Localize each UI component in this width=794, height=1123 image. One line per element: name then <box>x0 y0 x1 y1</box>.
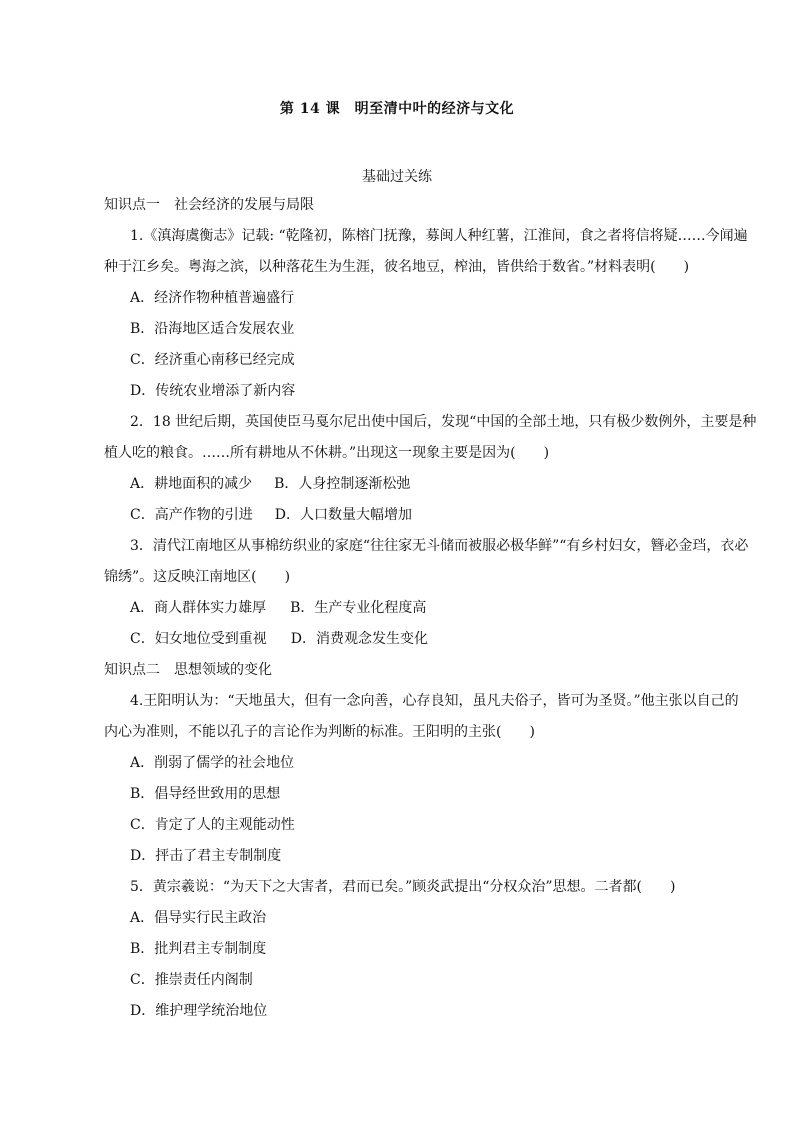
q2-option-c-text: C．高产作物的引进 <box>130 507 253 523</box>
question-body <box>104 190 757 1027</box>
q2-options-cd <box>104 500 724 531</box>
q1-option-d <box>104 376 724 407</box>
q4-option-d-text: D．抨击了君主专制制度 <box>130 848 282 864</box>
q5-option-c-text: C．推崇责任内阁制 <box>130 972 253 988</box>
q4-stem-line-2: 内心为准则，不能以孔子的言论作为判断的标准。王阳明的主张( ) <box>104 724 535 740</box>
knowledge-point-2: 知识点二 思想领域的变化 <box>104 662 272 678</box>
q4-option-a-text: A．削弱了儒学的社会地位 <box>130 755 295 771</box>
q3-option-a-text: A．商人群体实力雄厚 <box>130 600 267 616</box>
q2-stem-line-2: 植人吃的粮食。……所有耕地从不休耕。”出现这一现象主要是因为( ) <box>104 445 550 461</box>
q1-stem-line-1 <box>104 221 748 252</box>
q3-stem-line-2: 锦绣”。这反映江南地区( ) <box>104 569 291 585</box>
q3-options-cd <box>104 624 724 655</box>
q4-option-a <box>104 748 724 779</box>
q2-stem-line-1 <box>104 407 757 438</box>
q4-option-c <box>104 810 724 841</box>
q3-options-ab <box>104 593 724 624</box>
q3-stem-line-1 <box>104 531 749 562</box>
q2-stem-text-1: 2．18 世纪后期，英国使臣马戛尔尼出使中国后，发现“中国的全部土地，只有极少数例外，主要是种 <box>130 414 757 430</box>
q5-stem-line-1 <box>104 872 724 903</box>
q1-stem-line-2: 种于江乡矣。粤海之滨，以种落花生为生涯，彼名地豆，榨油，皆供给于数省。”材料表明( ) <box>104 259 690 275</box>
q3-stem-text-1: 3．清代江南地区从事棉纺织业的家庭“往往家无斗储而被服必极华鲜”“有乡村妇女，簪必金珰，衣必 <box>130 538 749 554</box>
q5-option-b <box>104 934 724 965</box>
q4-stem-line-1 <box>104 686 739 717</box>
q3-option-c-text: C．妇女地位受到重视 <box>130 631 267 647</box>
q5-option-d <box>104 996 724 1027</box>
section-title: 基础过关练 <box>362 169 432 185</box>
q1-option-a-text: A．经济作物种植普遍盛行 <box>130 290 295 306</box>
q4-option-b-text: B．倡导经世致用的思想 <box>130 786 281 802</box>
q1-option-c <box>104 345 724 376</box>
q4-option-c-text: C．肯定了人的主观能动性 <box>130 817 295 833</box>
q5-option-a <box>104 903 724 934</box>
q5-option-c <box>104 965 724 996</box>
q4-option-b <box>104 779 724 810</box>
q4-stem-text-1: 4.王阳明认为：“天地虽大，但有一念向善，心存良知，虽凡夫俗子，皆可为圣贤。”他主张以自己的 <box>130 693 739 709</box>
q5-option-b-text: B．批判君主专制制度 <box>130 941 267 957</box>
lesson-title: 第 14 课 明至清中叶的经济与文化 <box>279 101 515 117</box>
q2-option-a-text: A．耕地面积的减少 <box>130 476 253 492</box>
q2-option-b-text: B．人身控制逐渐松弛 <box>274 476 411 492</box>
q1-option-c-text: C．经济重心南移已经完成 <box>130 352 295 368</box>
q1-option-b <box>104 314 724 345</box>
q3-option-d-text: D．消费观念发生变化 <box>290 631 428 647</box>
q3-option-b-text: B．生产专业化程度高 <box>290 600 427 616</box>
q5-stem-text-1: 5．黄宗羲说：“为天下之大害者，君而已矣。”顾炎武提出“分权众治”思想。二者都( ) <box>130 879 676 895</box>
q5-option-a-text: A．倡导实行民主政治 <box>130 910 267 926</box>
q4-option-d <box>104 841 724 872</box>
q1-stem-text-1: 1.《滇海虞衡志》记载: “乾隆初，陈榕门抚豫，募闽人种红薯，江淮间，食之者将信将疑……今闻遍 <box>130 228 748 244</box>
q1-option-b-text: B．沿海地区适合发展农业 <box>130 321 295 337</box>
q1-option-a <box>104 283 724 314</box>
q2-option-d-text: D．人口数量大幅增加 <box>274 507 412 523</box>
q2-options-ab <box>104 469 724 500</box>
q1-option-d-text: D．传统农业增添了新内容 <box>130 383 296 399</box>
q5-option-d-text: D．维护理学统治地位 <box>130 1003 268 1019</box>
knowledge-point-1: 知识点一 社会经济的发展与局限 <box>104 197 314 213</box>
